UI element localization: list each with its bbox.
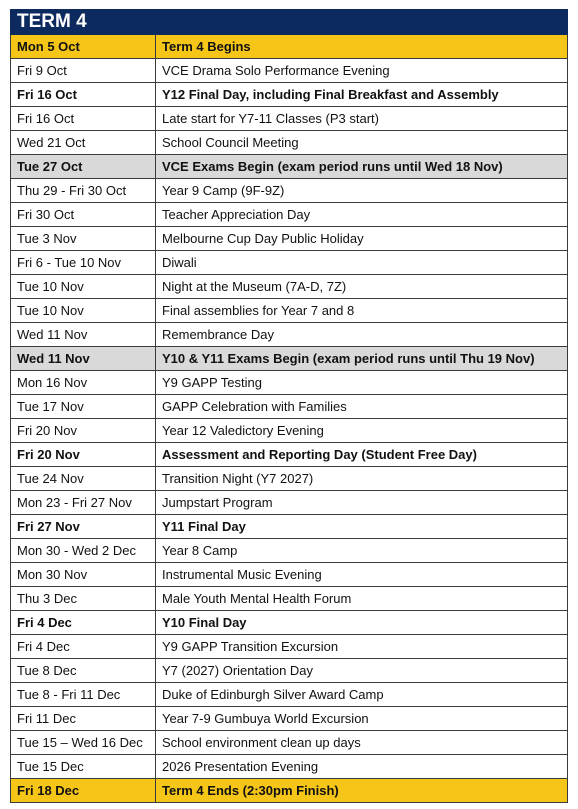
event-name: Male Youth Mental Health Forum bbox=[156, 587, 568, 611]
event-date: Tue 10 Nov bbox=[11, 299, 156, 323]
event-row bbox=[11, 611, 568, 635]
event-row bbox=[11, 467, 568, 491]
event-date: Fri 20 Nov bbox=[11, 419, 156, 443]
event-name: Late start for Y7-11 Classes (P3 start) bbox=[156, 107, 568, 131]
event-name: Year 12 Valedictory Evening bbox=[156, 419, 568, 443]
event-row bbox=[11, 59, 568, 83]
event-row bbox=[11, 299, 568, 323]
event-name: Transition Night (Y7 2027) bbox=[156, 467, 568, 491]
event-row bbox=[11, 563, 568, 587]
event-date: Fri 18 Dec bbox=[11, 779, 156, 803]
event-name: Melbourne Cup Day Public Holiday bbox=[156, 227, 568, 251]
event-row bbox=[11, 227, 568, 251]
event-date: Tue 17 Nov bbox=[11, 395, 156, 419]
event-name: Y9 GAPP Testing bbox=[156, 371, 568, 395]
event-date: Thu 3 Dec bbox=[11, 587, 156, 611]
event-name: Y10 & Y11 Exams Begin (exam period runs until Thu 19 Nov) bbox=[156, 347, 568, 371]
event-row bbox=[11, 515, 568, 539]
event-date: Tue 8 Dec bbox=[11, 659, 156, 683]
event-name: Teacher Appreciation Day bbox=[156, 203, 568, 227]
event-date: Fri 11 Dec bbox=[11, 707, 156, 731]
event-name: Year 9 Camp (9F-9Z) bbox=[156, 179, 568, 203]
event-row bbox=[11, 491, 568, 515]
event-date: Tue 15 – Wed 16 Dec bbox=[11, 731, 156, 755]
event-row bbox=[11, 131, 568, 155]
event-date: Fri 16 Oct bbox=[11, 107, 156, 131]
event-row bbox=[11, 107, 568, 131]
event-row bbox=[11, 323, 568, 347]
event-date: Wed 21 Oct bbox=[11, 131, 156, 155]
event-row bbox=[11, 35, 568, 59]
event-name: School Council Meeting bbox=[156, 131, 568, 155]
event-name: Assessment and Reporting Day (Student Free Day) bbox=[156, 443, 568, 467]
event-row bbox=[11, 443, 568, 467]
event-row bbox=[11, 371, 568, 395]
event-row bbox=[11, 779, 568, 803]
event-date: Tue 24 Nov bbox=[11, 467, 156, 491]
event-row bbox=[11, 683, 568, 707]
term-title: TERM 4 bbox=[11, 10, 568, 35]
event-name: School environment clean up days bbox=[156, 731, 568, 755]
event-date: Mon 16 Nov bbox=[11, 371, 156, 395]
event-row bbox=[11, 635, 568, 659]
event-row bbox=[11, 155, 568, 179]
event-date: Tue 3 Nov bbox=[11, 227, 156, 251]
event-row bbox=[11, 179, 568, 203]
term-calendar-table bbox=[10, 9, 568, 803]
event-row bbox=[11, 659, 568, 683]
event-date: Mon 30 Nov bbox=[11, 563, 156, 587]
event-date: Fri 27 Nov bbox=[11, 515, 156, 539]
event-name: Jumpstart Program bbox=[156, 491, 568, 515]
event-row bbox=[11, 707, 568, 731]
event-date: Mon 30 - Wed 2 Dec bbox=[11, 539, 156, 563]
event-name: Instrumental Music Evening bbox=[156, 563, 568, 587]
event-name: Y11 Final Day bbox=[156, 515, 568, 539]
event-date: Tue 15 Dec bbox=[11, 755, 156, 779]
event-date: Fri 20 Nov bbox=[11, 443, 156, 467]
event-name: Duke of Edinburgh Silver Award Camp bbox=[156, 683, 568, 707]
event-name: Y7 (2027) Orientation Day bbox=[156, 659, 568, 683]
event-row bbox=[11, 755, 568, 779]
event-name: Year 8 Camp bbox=[156, 539, 568, 563]
event-date: Fri 4 Dec bbox=[11, 635, 156, 659]
event-row bbox=[11, 251, 568, 275]
event-date: Wed 11 Nov bbox=[11, 347, 156, 371]
event-date: Fri 9 Oct bbox=[11, 59, 156, 83]
event-row bbox=[11, 395, 568, 419]
event-date: Tue 27 Oct bbox=[11, 155, 156, 179]
event-row bbox=[11, 347, 568, 371]
event-date: Mon 23 - Fri 27 Nov bbox=[11, 491, 156, 515]
event-name: Final assemblies for Year 7 and 8 bbox=[156, 299, 568, 323]
event-name: Y12 Final Day, including Final Breakfast and Assembly bbox=[156, 83, 568, 107]
event-date: Fri 4 Dec bbox=[11, 611, 156, 635]
event-row bbox=[11, 587, 568, 611]
event-name: VCE Exams Begin (exam period runs until Wed 18 Nov) bbox=[156, 155, 568, 179]
event-row bbox=[11, 731, 568, 755]
event-date: Fri 16 Oct bbox=[11, 83, 156, 107]
event-name: Night at the Museum (7A-D, 7Z) bbox=[156, 275, 568, 299]
event-name: Year 7-9 Gumbuya World Excursion bbox=[156, 707, 568, 731]
event-date: Thu 29 - Fri 30 Oct bbox=[11, 179, 156, 203]
event-name: Remembrance Day bbox=[156, 323, 568, 347]
event-row bbox=[11, 275, 568, 299]
event-date: Wed 11 Nov bbox=[11, 323, 156, 347]
event-name: GAPP Celebration with Families bbox=[156, 395, 568, 419]
event-name: Y9 GAPP Transition Excursion bbox=[156, 635, 568, 659]
event-row bbox=[11, 203, 568, 227]
event-name: Diwali bbox=[156, 251, 568, 275]
event-date: Tue 8 - Fri 11 Dec bbox=[11, 683, 156, 707]
event-name: VCE Drama Solo Performance Evening bbox=[156, 59, 568, 83]
event-row bbox=[11, 539, 568, 563]
event-name: Term 4 Ends (2:30pm Finish) bbox=[156, 779, 568, 803]
event-name: Y10 Final Day bbox=[156, 611, 568, 635]
event-date: Fri 6 - Tue 10 Nov bbox=[11, 251, 156, 275]
event-date: Tue 10 Nov bbox=[11, 275, 156, 299]
events-body bbox=[11, 35, 568, 803]
event-date: Mon 5 Oct bbox=[11, 35, 156, 59]
event-name: 2026 Presentation Evening bbox=[156, 755, 568, 779]
event-row bbox=[11, 83, 568, 107]
title-row bbox=[11, 10, 568, 35]
event-name: Term 4 Begins bbox=[156, 35, 568, 59]
event-row bbox=[11, 419, 568, 443]
event-date: Fri 30 Oct bbox=[11, 203, 156, 227]
